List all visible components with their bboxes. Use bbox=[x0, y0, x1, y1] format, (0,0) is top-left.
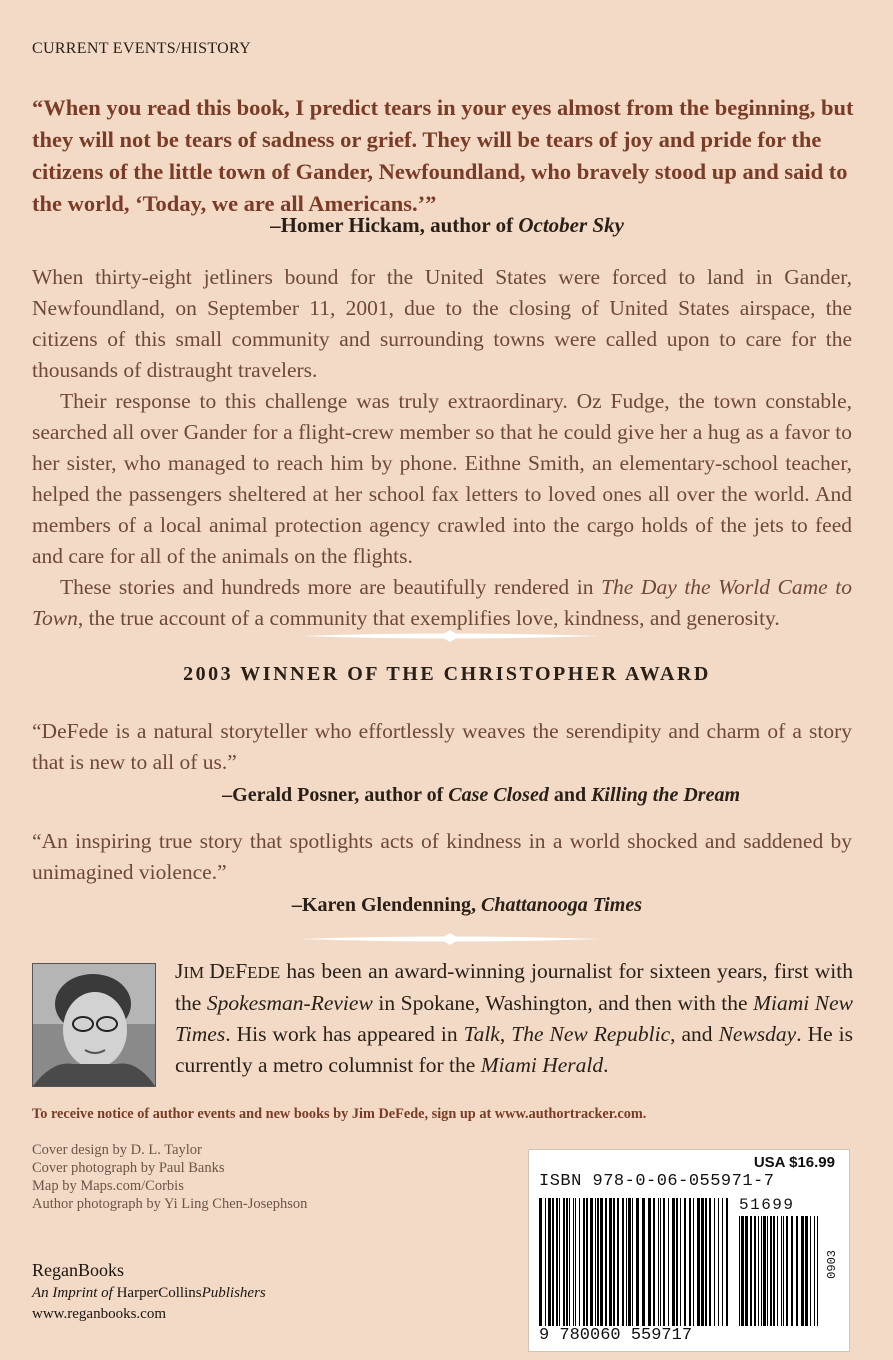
credit-line: Cover photograph by Paul Banks bbox=[32, 1160, 225, 1176]
posner-attr-prefix: –Gerald Posner, author of bbox=[222, 784, 449, 806]
barcode-bar bbox=[763, 1216, 766, 1326]
lead-blurb-quote: “When you read this book, I predict tears in your eyes almost from the beginning, but they will not be tears of sadness or grief. They will be tears of joy and pride for the citizens of the little town of Gander, Newfoundland, who bravely stood up and said to the world, ‘Today, we are all Americans.’” bbox=[32, 95, 854, 216]
ornament-divider-icon bbox=[300, 629, 600, 643]
author-bio bbox=[175, 956, 853, 1081]
blurb-quote-posner bbox=[32, 716, 852, 811]
barcode-bar bbox=[653, 1198, 655, 1326]
barcode-bar bbox=[595, 1198, 596, 1326]
barcode-bar bbox=[622, 1198, 624, 1326]
barcode-bar bbox=[739, 1216, 740, 1326]
barcode-bar bbox=[805, 1216, 808, 1326]
barcode-bar bbox=[668, 1198, 669, 1326]
barcode-bar bbox=[814, 1216, 815, 1326]
barcode-bar bbox=[548, 1198, 551, 1326]
barcode-bar bbox=[705, 1198, 707, 1326]
desc-p3-suffix: , the true account of a community that exemplifies love, kindness, and generosity. bbox=[77, 606, 780, 630]
book-title: The Day the World Came to Town bbox=[32, 575, 852, 630]
barcode-bar bbox=[663, 1198, 665, 1326]
barcode-bar bbox=[786, 1216, 788, 1326]
barcode-bar bbox=[626, 1198, 627, 1326]
barcode-bar bbox=[579, 1198, 580, 1326]
addon-barcode-icon bbox=[739, 1216, 821, 1326]
imprint-prefix: An Imprint of bbox=[32, 1285, 117, 1301]
award-heading: 2003 WINNER OF THE CHRISTOPHER AWARD bbox=[183, 663, 711, 685]
barcode-bar bbox=[609, 1198, 612, 1326]
posner-title-2: Killing the Dream bbox=[591, 784, 740, 806]
barcode-bar bbox=[552, 1198, 554, 1326]
barcode-bar bbox=[754, 1216, 756, 1326]
glendenning-title: Chattanooga Times bbox=[481, 894, 642, 916]
publisher-block bbox=[32, 1260, 266, 1323]
credit-line: Author photograph by Yi Ling Chen-Josephson bbox=[32, 1196, 308, 1212]
bio-spokesman: Spokesman-Review bbox=[206, 991, 373, 1015]
ean-number: 9 780060 559717 bbox=[539, 1326, 693, 1345]
barcode-bar bbox=[773, 1216, 775, 1326]
barcode-bar bbox=[563, 1198, 565, 1326]
barcode-bar bbox=[781, 1216, 782, 1326]
barcode-bar bbox=[672, 1198, 675, 1326]
bio-name-rest-3: EDE bbox=[247, 963, 281, 982]
bio-text-1: has been an award-winning journalist for sixteen years, first with the bbox=[175, 959, 854, 1015]
barcode-bar bbox=[693, 1198, 694, 1326]
barcode-bar bbox=[761, 1216, 762, 1326]
posner-attribution bbox=[32, 780, 740, 811]
bio-miami-herald: Miami Herald bbox=[480, 1053, 604, 1077]
price-label: USA $16.99 bbox=[753, 1154, 835, 1171]
barcode-bar bbox=[741, 1216, 744, 1326]
barcode-bar bbox=[586, 1198, 588, 1326]
barcode-bar bbox=[597, 1198, 599, 1326]
isbn-label: ISBN 978-0-06-055971-7 bbox=[539, 1172, 775, 1191]
barcode-bar bbox=[767, 1216, 768, 1326]
side-code: 0903 bbox=[825, 1250, 839, 1279]
bio-text-4: , bbox=[499, 1022, 512, 1046]
bio-name-rest-2: E bbox=[224, 963, 236, 982]
imprint-house: HarperCollins bbox=[116, 1285, 202, 1301]
barcode-bar bbox=[632, 1198, 633, 1326]
book-category: CURRENT EVENTS/HISTORY bbox=[32, 40, 251, 57]
barcode-bar bbox=[680, 1198, 681, 1326]
barcode-bar bbox=[697, 1198, 700, 1326]
bio-name-initial-1: J bbox=[175, 959, 184, 983]
barcode-bar bbox=[783, 1216, 784, 1326]
barcode-bar bbox=[539, 1198, 542, 1326]
barcode-panel bbox=[528, 1149, 850, 1352]
imprint-suffix: Publishers bbox=[201, 1285, 266, 1301]
author-photo bbox=[32, 963, 156, 1087]
barcode-bar bbox=[701, 1198, 704, 1326]
bio-newsday: Newsday bbox=[718, 1022, 797, 1046]
publisher-name: ReganBooks bbox=[32, 1260, 124, 1280]
bio-text-3: . His work has appeared in bbox=[225, 1022, 464, 1046]
barcode-bar bbox=[718, 1198, 719, 1326]
bio-name-initial-2: D bbox=[209, 959, 225, 983]
barcode-bar bbox=[722, 1198, 723, 1326]
barcode-bar bbox=[810, 1216, 811, 1326]
desc-paragraph-3 bbox=[32, 572, 852, 634]
ean-barcode-icon bbox=[539, 1198, 729, 1326]
glendenning-quote-text: “An inspiring true story that spotlights acts of kindness in a world shocked and saddened by unimagined violence.” bbox=[32, 829, 852, 884]
barcode-bar bbox=[796, 1216, 798, 1326]
bio-talk: Talk bbox=[463, 1022, 500, 1046]
glendenning-attribution bbox=[32, 890, 642, 921]
bio-new-republic: The New Republic bbox=[511, 1022, 671, 1046]
author-portrait-icon bbox=[33, 964, 155, 1086]
author-tracker-notice: To receive notice of author events and new books by Jim DeFede, sign up at www.authortracker.com. bbox=[32, 1106, 647, 1122]
barcode-bar bbox=[559, 1198, 560, 1326]
bio-name-rest-1: IM bbox=[183, 963, 210, 982]
barcode-bar bbox=[801, 1216, 804, 1326]
barcode-bar bbox=[745, 1216, 748, 1326]
barcode-bar bbox=[709, 1198, 711, 1326]
price-addon-code: 51699 bbox=[739, 1196, 795, 1214]
barcode-bar bbox=[791, 1216, 793, 1326]
barcode-bar bbox=[750, 1216, 752, 1326]
lead-attr-title: October Sky bbox=[518, 213, 624, 237]
barcode-bar bbox=[689, 1198, 691, 1326]
barcode-bar bbox=[642, 1198, 645, 1326]
blurb-quote-glendenning bbox=[32, 826, 852, 921]
barcode-bar bbox=[556, 1198, 558, 1326]
barcode-bar bbox=[777, 1216, 778, 1326]
barcode-bar bbox=[770, 1216, 772, 1326]
barcode-bar bbox=[545, 1198, 546, 1326]
barcode-bar bbox=[617, 1198, 619, 1326]
barcode-bar bbox=[566, 1198, 568, 1326]
barcode-bar bbox=[726, 1198, 728, 1326]
bio-text-6: . He is currently a metro columnist for the bbox=[175, 1022, 854, 1077]
posner-attr-and: and bbox=[548, 784, 592, 806]
barcode-bar bbox=[758, 1216, 759, 1326]
barcode-bar bbox=[714, 1198, 715, 1326]
lead-blurb-attribution bbox=[32, 213, 862, 238]
publisher-url: www.reganbooks.com bbox=[32, 1306, 166, 1322]
barcode-bar bbox=[600, 1198, 603, 1326]
bio-text-7: . bbox=[603, 1053, 609, 1077]
barcode-bar bbox=[583, 1198, 585, 1326]
credit-line: Cover design by D. L. Taylor bbox=[32, 1142, 202, 1158]
desc-paragraph-2: Their response to this challenge was truly extraordinary. Oz Fudge, the town constable, searched all over Gander for a flight-crew member so that he could give her a hug as a favor to her sister, who managed to reach him by phone. Eithne Smith, an elementary-school teacher, helped the passengers sheltered at her school fax letters to loved ones all over the world. And members of a local animal protection agency crawled into the cargo holds of the jets to feed and care for all of the animals on the flights. bbox=[32, 389, 852, 568]
bio-text-5: , and bbox=[670, 1022, 719, 1046]
posner-title-1: Case Closed bbox=[448, 784, 549, 806]
cover-credits bbox=[32, 1141, 307, 1213]
barcode-bar bbox=[613, 1198, 615, 1326]
barcode-bar bbox=[605, 1198, 607, 1326]
publisher-imprint bbox=[32, 1285, 266, 1302]
barcode-bar bbox=[676, 1198, 678, 1326]
bio-name-initial-3: F bbox=[235, 959, 248, 983]
barcode-bar bbox=[658, 1198, 659, 1326]
barcode-bar bbox=[817, 1216, 818, 1326]
bio-text-2: in Spokane, Washington, and then with the bbox=[372, 991, 754, 1015]
glendenning-attr-prefix: –Karen Glendenning, bbox=[291, 894, 482, 916]
barcode-bar bbox=[575, 1198, 576, 1326]
barcode-bar bbox=[590, 1198, 593, 1326]
desc-paragraph-1: When thirty-eight jetliners bound for the United States were forced to land in Gander, Newfoundland, on September 11, 2001, due to the closing of United States airspace, the citizens of this small community and surrounding towns were called upon to care for the thousands of distraught travelers. bbox=[32, 265, 852, 382]
posner-quote-text: “DeFede is a natural storyteller who effortlessly weaves the serendipity and charm of a story that is new to all of us.” bbox=[32, 719, 852, 774]
barcode-bar bbox=[569, 1198, 570, 1326]
lead-attr-prefix: –Homer Hickam, author of bbox=[270, 213, 519, 237]
desc-p3-prefix: These stories and hundreds more are beautifully rendered in bbox=[60, 575, 602, 599]
barcode-bar bbox=[684, 1198, 686, 1326]
barcode-bar bbox=[648, 1198, 651, 1326]
book-description bbox=[32, 262, 852, 634]
barcode-bar bbox=[636, 1198, 639, 1326]
barcode-bar bbox=[628, 1198, 631, 1326]
barcode-bar bbox=[573, 1198, 574, 1326]
barcode-bar bbox=[660, 1198, 661, 1326]
credit-line: Map by Maps.com/Corbis bbox=[32, 1178, 184, 1194]
ornament-divider-icon bbox=[300, 932, 600, 946]
bio-miami-new-times: Miami New Times bbox=[175, 991, 853, 1046]
